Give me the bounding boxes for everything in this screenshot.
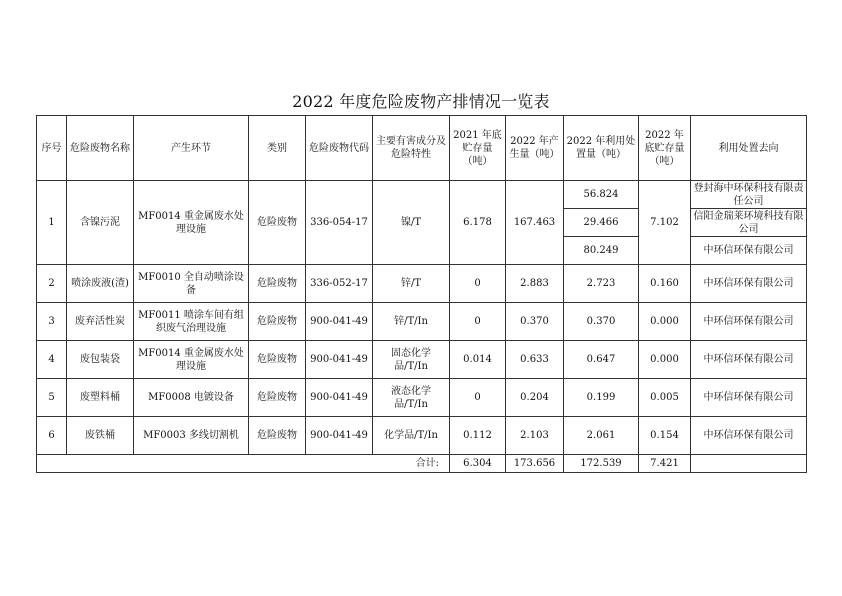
cell-gen-2022: 0.204 [506, 379, 564, 417]
total-row [37, 455, 807, 473]
cell-dest-split: 登封海中环保科技有限责任公司 [691, 181, 807, 209]
cell-stock-2022: 0.000 [639, 303, 691, 341]
cell-dest-split: 中环信环保有限公司 [691, 237, 807, 265]
cell-gen-2022: 0.633 [506, 341, 564, 379]
table-row [37, 181, 807, 209]
total-dest-empty [691, 455, 807, 473]
cell-source: MF0008 电镀设备 [134, 379, 249, 417]
cell-source: MF0010 全自动喷涂设备 [134, 265, 249, 303]
cell-seq: 2 [37, 265, 67, 303]
cell-hazard: 固态化学品/T/In [373, 341, 450, 379]
cell-category: 危险废物 [249, 417, 306, 455]
header-row [37, 116, 807, 181]
cell-code: 900-041-49 [306, 379, 373, 417]
cell-disp-split: 80.249 [564, 237, 639, 265]
header-code: 危险废物代码 [306, 116, 373, 181]
cell-name: 含镍污泥 [67, 181, 134, 265]
cell-stock-2021: 6.178 [450, 181, 506, 265]
total-label: 合计: [37, 455, 450, 473]
cell-dest: 中环信环保有限公司 [691, 341, 807, 379]
page-title: 2022 年度危险废物产排情况一览表 [292, 92, 550, 111]
table-row [37, 417, 807, 455]
cell-name: 废铁桶 [67, 417, 134, 455]
cell-disp-2022: 0.370 [564, 303, 639, 341]
cell-stock-2022: 0.154 [639, 417, 691, 455]
cell-category: 危险废物 [249, 341, 306, 379]
total-gen-2022: 173.656 [506, 455, 564, 473]
cell-disp-2022: 0.647 [564, 341, 639, 379]
cell-code: 900-041-49 [306, 303, 373, 341]
cell-seq: 3 [37, 303, 67, 341]
cell-dest: 中环信环保有限公司 [691, 379, 807, 417]
waste-table [36, 115, 807, 473]
header-source: 产生环节 [134, 116, 249, 181]
cell-hazard: 锌/T [373, 265, 450, 303]
cell-stock-2022: 0.000 [639, 341, 691, 379]
header-disp-2022: 2022 年利用处置量（吨） [564, 116, 639, 181]
cell-gen-2022: 2.103 [506, 417, 564, 455]
cell-disp-2022: 2.723 [564, 265, 639, 303]
cell-dest: 中环信环保有限公司 [691, 417, 807, 455]
cell-stock-2021: 0.014 [450, 341, 506, 379]
header-category: 类别 [249, 116, 306, 181]
cell-category: 危险废物 [249, 181, 306, 265]
cell-disp-2022: 0.199 [564, 379, 639, 417]
cell-source: MF0003 多线切割机 [134, 417, 249, 455]
header-seq: 序号 [37, 116, 67, 181]
cell-dest-split: 信阳金瑞莱环境科技有限公司 [691, 209, 807, 237]
header-name: 危险废物名称 [67, 116, 134, 181]
cell-code: 336-052-17 [306, 265, 373, 303]
total-stock-2022: 7.421 [639, 455, 691, 473]
cell-hazard: 液态化学品/T/In [373, 379, 450, 417]
cell-dest: 中环信环保有限公司 [691, 303, 807, 341]
cell-code: 900-041-49 [306, 417, 373, 455]
cell-code: 900-041-49 [306, 341, 373, 379]
total-disp-2022: 172.539 [564, 455, 639, 473]
cell-category: 危险废物 [249, 379, 306, 417]
cell-disp-split: 56.824 [564, 181, 639, 209]
cell-gen-2022: 2.883 [506, 265, 564, 303]
cell-disp-split: 29.466 [564, 209, 639, 237]
cell-seq: 1 [37, 181, 67, 265]
header-gen-2022: 2022 年产生量（吨） [506, 116, 564, 181]
cell-seq: 6 [37, 417, 67, 455]
cell-name: 废包装袋 [67, 341, 134, 379]
cell-category: 危险废物 [249, 303, 306, 341]
total-stock-2021: 6.304 [450, 455, 506, 473]
cell-dest: 中环信环保有限公司 [691, 265, 807, 303]
header-stock-2022: 2022 年底贮存量（吨） [639, 116, 691, 181]
cell-stock-2022: 7.102 [639, 181, 691, 265]
cell-gen-2022: 167.463 [506, 181, 564, 265]
cell-stock-2021: 0 [450, 379, 506, 417]
cell-code: 336-054-17 [306, 181, 373, 265]
cell-seq: 5 [37, 379, 67, 417]
cell-stock-2021: 0 [450, 303, 506, 341]
cell-stock-2021: 0 [450, 265, 506, 303]
cell-source: MF0014 重金属废水处理设施 [134, 181, 249, 265]
header-stock-2021: 2021 年底贮存量（吨） [450, 116, 506, 181]
cell-category: 危险废物 [249, 265, 306, 303]
table-row [37, 303, 807, 341]
cell-stock-2022: 0.160 [639, 265, 691, 303]
cell-name: 喷涂废液(渣) [67, 265, 134, 303]
cell-source: MF0014 重金属废水处理设施 [134, 341, 249, 379]
table-row [37, 265, 807, 303]
cell-hazard: 化学品/T/In [373, 417, 450, 455]
cell-seq: 4 [37, 341, 67, 379]
cell-stock-2021: 0.112 [450, 417, 506, 455]
cell-stock-2022: 0.005 [639, 379, 691, 417]
cell-hazard: 锌/T/In [373, 303, 450, 341]
header-hazard: 主要有害成分及危险特性 [373, 116, 450, 181]
cell-name: 废弃活性炭 [67, 303, 134, 341]
cell-source: MF0011 喷涂车间有组织废气治理设施 [134, 303, 249, 341]
cell-name: 废塑料桶 [67, 379, 134, 417]
cell-gen-2022: 0.370 [506, 303, 564, 341]
table-row [37, 379, 807, 417]
header-dest: 利用处置去向 [691, 116, 807, 181]
table-row [37, 341, 807, 379]
cell-hazard: 镍/T [373, 181, 450, 265]
cell-disp-2022: 2.061 [564, 417, 639, 455]
